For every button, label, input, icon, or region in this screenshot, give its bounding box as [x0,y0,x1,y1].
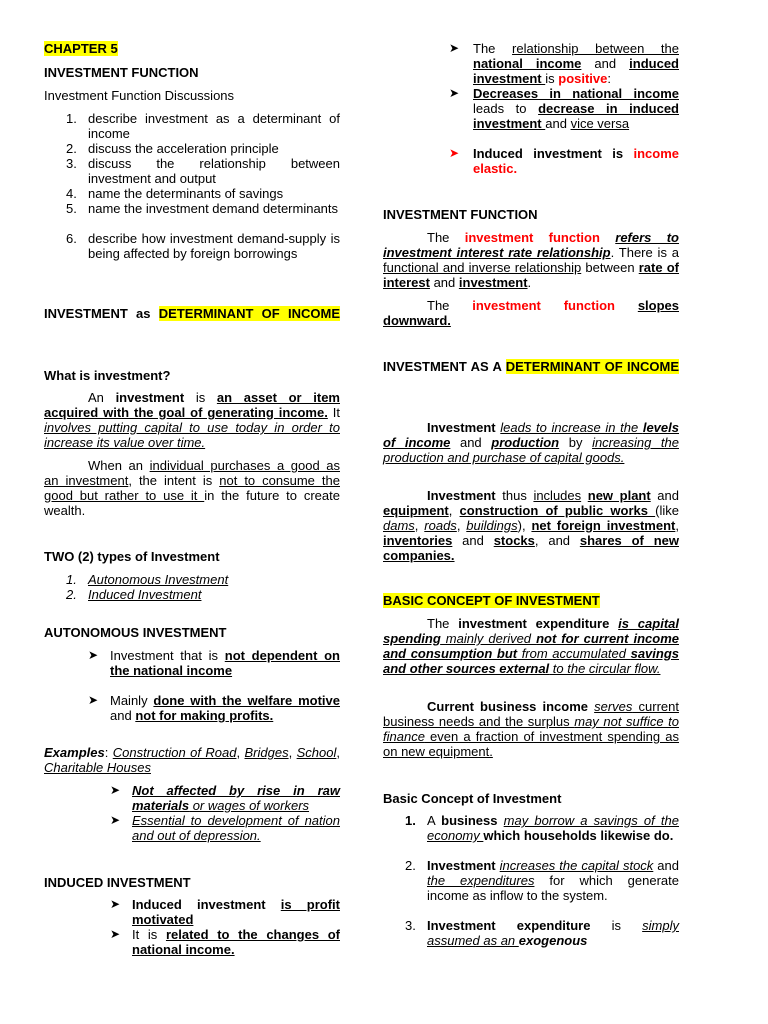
arrowhead-icon: ➤ [449,86,460,100]
slope-paragraph: The investment function slopes downward. [383,298,679,328]
investment-expenditure-paragraph: The investment expenditure is capital spending mainly derived not for current income and consumption but from accumulated savings and other sources external to the circular flow. [383,616,680,676]
determinant-heading: INVESTMENT AS A DETERMINANT OF INCOME [383,359,679,374]
objective-item: 6. describe how investment demand-supply is being affected by foreign borrowings [66,231,340,261]
examples-line: Examples: Construction of Road, Bridges, School, Charitable Houses [44,745,340,775]
objective-item: 4. name the determinants of savings [66,186,284,201]
types-heading: TWO (2) types of Investment [44,549,220,564]
investment-function-paragraph: The investment function refers to investment interest rate relationship. There is a functional and inverse relationship between rate of interest and investment. [383,230,680,290]
section-heading-determinant: INVESTMENT as DETERMINANT OF INCOME [44,306,340,321]
concept-item: 1. A business may borrow a savings of the economy which households likewise do. [405,813,679,843]
type-item: 1. Autonomous Investment [66,572,229,587]
bullet-item: ➤ The relationship between the national income and induced investment is positive: [449,41,679,86]
induced-heading: INDUCED INVESTMENT [44,875,191,890]
bullet-item: ➤ Essential to development of nation and out of depression. [110,813,340,843]
arrowhead-icon: ➤ [88,693,99,707]
arrowhead-icon: ➤ [110,783,121,797]
investment-definition: An investment is an asset or item acquired with the goal of generating income. It involves putting capital to use today in order to increase its value over time. [44,390,340,450]
arrowhead-icon: ➤ [110,897,121,911]
objective-item: 1. describe investment as a determinant of income [66,111,340,141]
arrowhead-icon: ➤ [449,41,460,55]
arrowhead-icon: ➤ [449,146,460,160]
objective-item: 2. discuss the acceleration principle [66,141,279,156]
bullet-item: ➤ Not affected by rise in raw materials or wages of workers [110,783,340,813]
objective-item: 3. discuss the relationship between investment and output [66,156,340,186]
bullet-item: ➤ Induced investment is income elastic. [449,146,679,176]
basic-concept-heading: BASIC CONCEPT OF INVESTMENT [383,593,600,608]
bullet-item: ➤ Investment that is not dependent on the national income [88,648,340,678]
what-is-investment-heading: What is investment? [44,368,171,383]
type-item: 2. Induced Investment [66,587,202,602]
bullet-item: ➤ It is related to the changes of national income. [110,927,340,957]
concept-item: 2. Investment increases the capital stock and the expenditures for which generate income as inflow to the system. [405,858,679,903]
discussions-title: Investment Function Discussions [44,88,235,103]
business-income-paragraph: Current business income serves current business needs and the surplus may not suffice to finance even a fraction of investment spending as on new equipment. [383,699,679,759]
arrowhead-icon: ➤ [88,648,99,662]
investment-includes-paragraph: Investment thus includes new plant and equipment, construction of public works (like dams, roads, buildings), net foreign investment, inventories and stocks, and shares of new companies. [383,488,679,563]
autonomous-heading: AUTONOMOUS INVESTMENT [44,625,227,640]
arrowhead-icon: ➤ [110,927,121,941]
objective-item: 5. name the investment demand determinants [66,201,339,216]
investment-function-heading: INVESTMENT FUNCTION [383,207,538,222]
concept-item: 3. Investment expenditure is simply assumed as an exogenous [405,918,679,948]
page-heading: INVESTMENT FUNCTION [44,65,199,80]
investment-purchase-paragraph: When an individual purchases a good as an investment, the intent is not to consume the good but rather to use it in the future to create wealth. [44,458,340,518]
bullet-item: ➤ Mainly done with the welfare motive and not for making profits. [88,693,340,723]
arrowhead-icon: ➤ [110,813,121,827]
basic-concept-subheading: Basic Concept of Investment [383,791,562,806]
determinant-paragraph: Investment leads to increase in the levels of income and production by increasing the production and purchase of capital goods. [383,420,679,465]
chapter-label: CHAPTER 5 [44,41,118,56]
bullet-item: ➤ Decreases in national income leads to decrease in induced investment and vice versa [449,86,679,131]
bullet-item: ➤ Induced investment is profit motivated [110,897,340,927]
